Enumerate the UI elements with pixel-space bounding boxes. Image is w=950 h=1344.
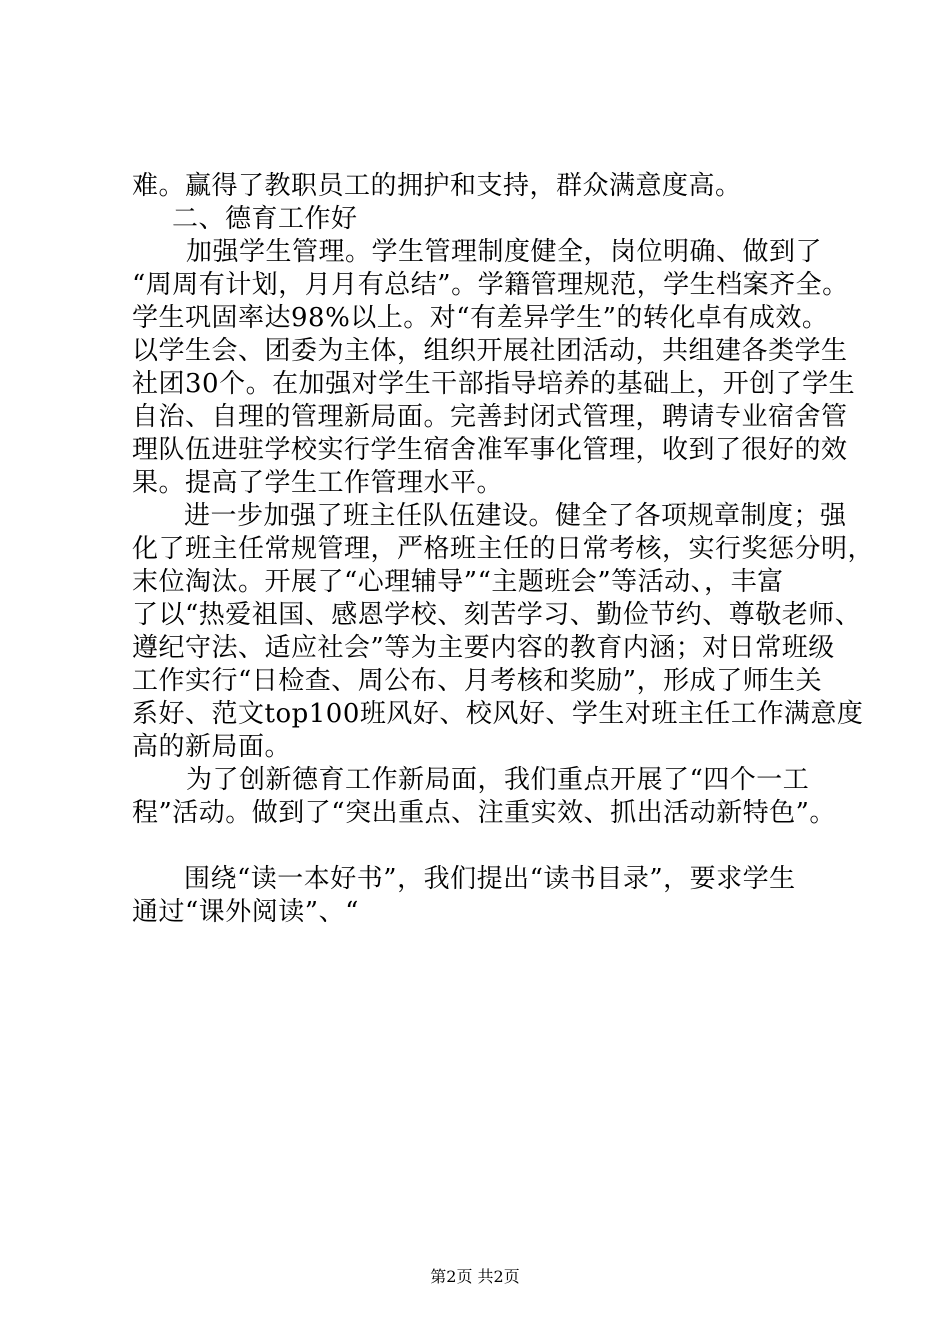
text-line: 通过“课外阅读”、“ xyxy=(132,897,359,927)
text-line: 化了班主任常规管理，严格班主任的日常考核，实行奖惩分明， xyxy=(132,534,875,564)
text-line: 工作实行“日检查、周公布、月考核和奖励”，形成了师生关 xyxy=(132,666,823,696)
text-line: 自治、自理的管理新局面。完善封闭式管理，聘请专业宿舍管 xyxy=(132,402,848,432)
text-line: 理队伍进驻学校实行学生宿舍准军事化管理，收到了很好的效 xyxy=(132,435,848,465)
text-line: 末位淘汰。开展了“心理辅导”“主题班会”等活动、，丰富 xyxy=(132,567,784,597)
text-line: 难。赢得了教职员工的拥护和支持，群众满意度高。 xyxy=(132,171,742,201)
section-heading: 二、德育工作好 xyxy=(172,204,358,234)
paragraph-start: 为了创新德育工作新局面，我们重点开展了“四个一工 xyxy=(186,765,810,795)
paragraph-start: 围绕“读一本好书”，我们提出“读书目录”，要求学生 xyxy=(184,864,796,894)
text-line: 高的新局面。 xyxy=(132,732,292,762)
text-line: “周周有计划，月月有总结”。学籍管理规范，学生档案齐全。 xyxy=(132,270,849,300)
paragraph-start: 加强学生管理。学生管理制度健全，岗位明确、做到了 xyxy=(186,237,823,267)
text-line: 了以“热爱祖国、感恩学校、刻苦学习、勤俭节约、尊敬老师、 xyxy=(132,600,862,630)
text-line: 学生巩固率达98%以上。对“有差异学生”的转化卓有成效。 xyxy=(132,303,829,333)
text-line: 社团30个。在加强对学生干部指导培养的基础上，开创了学生 xyxy=(132,369,856,399)
text-line: 系好、范文top100班风好、校风好、学生对班主任工作满意度 xyxy=(132,699,864,729)
paragraph-start: 进一步加强了班主任队伍建设。健全了各项规章制度；强 xyxy=(184,501,847,531)
text-line: 果。提高了学生工作管理水平。 xyxy=(132,468,504,498)
blank-line xyxy=(132,830,852,863)
text-line: 程”活动。做到了“突出重点、注重实效、抓出活动新特色”。 xyxy=(132,798,836,828)
text-line: 遵纪守法、适应社会”等为主要内容的教育内涵；对日常班级 xyxy=(132,633,835,663)
page-footer: 第2页 共2页 xyxy=(430,1267,520,1286)
text-line: 以学生会、团委为主体，组织开展社团活动，共组建各类学生 xyxy=(132,336,848,366)
document-body xyxy=(132,170,875,929)
